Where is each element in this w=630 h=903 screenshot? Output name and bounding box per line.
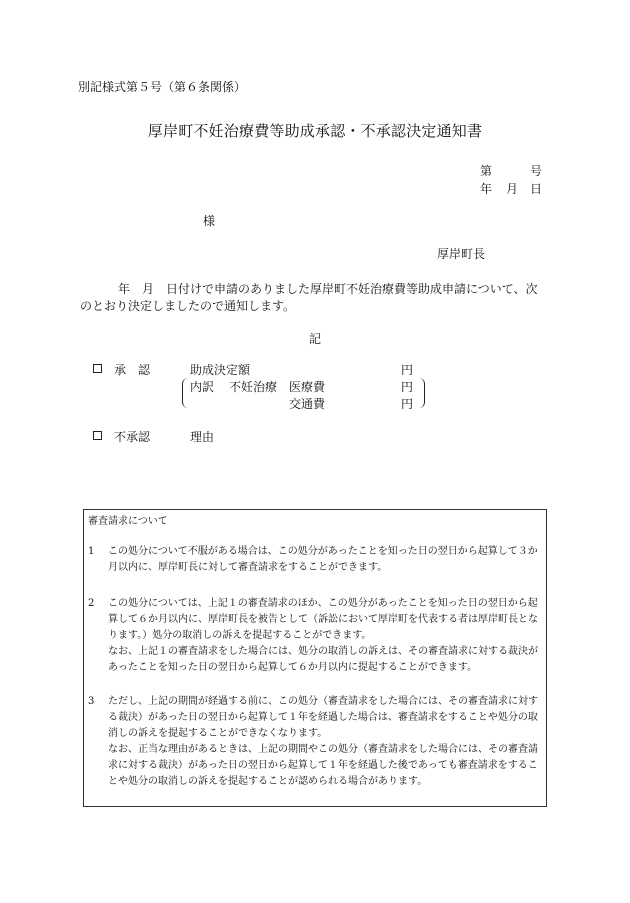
medical-label: 医療費 — [289, 380, 326, 394]
breakdown-label: 内訳 — [190, 380, 215, 394]
approve-label: 承 認 — [114, 363, 151, 377]
addressee-sama: 様 — [203, 214, 216, 228]
item-2-line-4: なお、上記１の審査請求をした場合には、処分の取消しの訴えは、その審査請求に対する裁決が — [108, 646, 538, 657]
date-day-label: 日 — [530, 182, 543, 196]
item-2-line-1: この処分については、上記１の審査請求のほか、この処分があったことを知った日の翌日から起 — [108, 598, 538, 609]
medical-unit: 円 — [401, 380, 414, 394]
ki-heading: 記 — [309, 332, 322, 346]
form-reference: 別記様式第５号（第６条関係） — [78, 80, 247, 94]
amount-label: 助成決定額 — [190, 363, 251, 377]
sender-name: 厚岸町長 — [437, 247, 486, 261]
body-line-1: 年 月 日付けで申請のありました厚岸町不妊治療費等助成申請について、次 — [118, 282, 538, 296]
document-title: 厚岸町不妊治療費等助成承認・不承認決定通知書 — [147, 122, 483, 140]
appeal-notice-box — [83, 509, 547, 807]
item-2-line-5: あったことを知った日の翌日から起算して６か月以内に提起することができます。 — [108, 662, 478, 673]
number-label-dai: 第 — [480, 164, 493, 178]
reason-label: 理由 — [190, 430, 215, 444]
item-2-line-3: ります。）処分の取消しの訴えを提起することができます。 — [108, 630, 372, 641]
item-3-line-5: 求に対する裁決）があった日の翌日から起算して１年を経過した後であっても審査請求をするこ — [108, 760, 538, 771]
right-bracket — [416, 378, 425, 408]
reject-checkbox[interactable] — [93, 431, 102, 440]
number-label-go: 号 — [530, 164, 543, 178]
transport-label: 交通費 — [289, 397, 326, 411]
transport-unit: 円 — [401, 397, 414, 411]
body-line-2: のとおり決定しましたので通知します。 — [80, 299, 296, 313]
item-3-line-4: なお、正当な理由があるときは、上記の期間やこの処分（審査請求をした場合には、その審査請 — [108, 744, 538, 755]
reject-label: 不承認 — [114, 430, 151, 444]
item-3-line-2: る裁決）があった日の翌日から起算して１年を経過した場合は、審査請求をすることや処分の取 — [108, 712, 538, 723]
notice-heading: 審査請求について — [88, 516, 168, 527]
date-year-label: 年 — [480, 182, 493, 196]
item-3-line-3: 消しの訴えを提起することができなくなります。 — [108, 728, 328, 739]
date-month-label: 月 — [506, 182, 519, 196]
item-2-number: 2 — [88, 598, 95, 609]
item-3-number: 3 — [88, 696, 95, 707]
item-3-line-1: ただし、上記の期間が経過する前に、この処分（審査請求をした場合には、その審査請求に対す — [108, 696, 538, 707]
approve-checkbox[interactable] — [93, 364, 102, 373]
item-1-line-1: この処分について不服がある場合は、この処分があったことを知った日の翌日から起算して３か — [108, 546, 538, 557]
amount-unit: 円 — [401, 363, 414, 377]
category-label: 不妊治療 — [229, 380, 278, 394]
item-1-line-2: 月以内に、厚岸町長に対して審査請求をすることができます。 — [108, 562, 388, 573]
item-1-number: 1 — [88, 546, 95, 557]
item-3-line-6: とや処分の取消しの訴えを提起することが認められる場合があります。 — [108, 776, 428, 787]
item-2-line-2: 算して６か月以内に、厚岸町長を被告として（訴訟において厚岸町を代表する者は厚岸町長とな — [108, 614, 538, 625]
